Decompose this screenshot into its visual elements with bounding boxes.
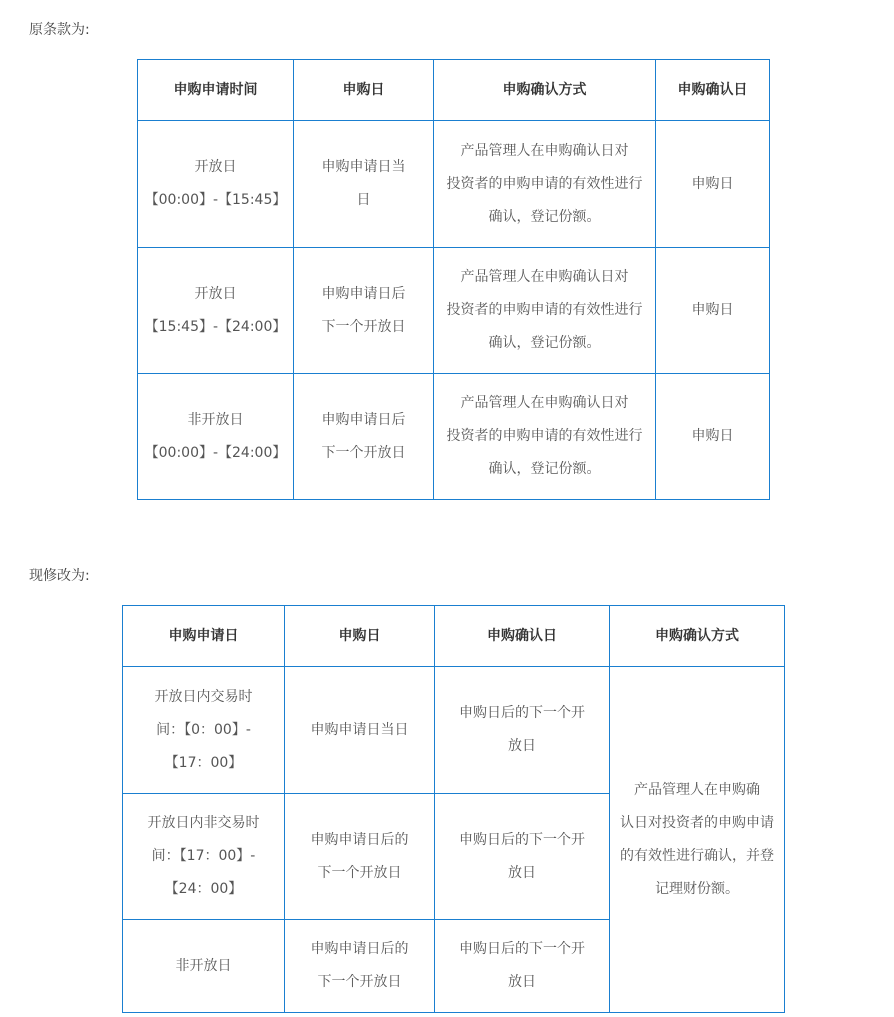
- cell-line: 开放日: [194, 159, 237, 175]
- cell-line: 放日: [508, 738, 536, 754]
- column-header: 申购确认方式: [610, 606, 785, 667]
- cell-line: 下一个开放日: [321, 444, 406, 461]
- column-header: 申购确认方式: [434, 60, 656, 121]
- application-time-cell: [138, 121, 294, 248]
- cell-line: 申购申请日后的: [310, 831, 409, 848]
- subscription-day-cell: [294, 374, 434, 500]
- application-day-cell: [123, 794, 285, 920]
- cell-line: 开放日内非交易时: [147, 815, 260, 831]
- original-clause-label: 原条款为:: [29, 22, 90, 38]
- confirmation-method-cell: [434, 121, 656, 248]
- column-header: 申购确认日: [656, 60, 770, 121]
- confirmation-method-cell: [610, 667, 785, 1013]
- cell-line: 申购申请日当日: [310, 721, 409, 738]
- cell-line: 非开放日: [175, 957, 232, 974]
- application-day-cell: [123, 667, 285, 794]
- cell-line: 【00:00】-【24:00】: [144, 444, 287, 461]
- cell-line: 确认，登记份额。: [488, 461, 601, 477]
- cell-line: 申购申请日后: [321, 411, 406, 428]
- cell-line: 产品管理人在申购确认日对: [460, 395, 629, 411]
- table-header-row: [123, 606, 785, 667]
- cell-line: 记理财份额。: [655, 880, 739, 897]
- subscription-day-cell: [285, 794, 435, 920]
- cell-line: 投资者的申购申请的有效性进行: [446, 302, 643, 318]
- table-header-row: [138, 60, 770, 121]
- confirmation-day-cell: [435, 667, 610, 794]
- cell-line: 的有效性进行确认，并登: [620, 847, 774, 864]
- confirmation-day-cell: [435, 794, 610, 920]
- cell-line: 间：【0：00】-: [156, 721, 251, 738]
- original-terms-table: [137, 59, 770, 500]
- cell-line: 【17：00】: [164, 754, 243, 771]
- cell-line: 确认，登记份额。: [488, 335, 601, 351]
- cell-line: 申购申请日后: [321, 285, 406, 302]
- confirmation-method-cell: [434, 374, 656, 500]
- column-header: 申购日: [285, 606, 435, 667]
- cell-line: 确认，登记份额。: [488, 208, 601, 225]
- cell-line: 认日对投资者的申购申请: [620, 814, 774, 831]
- cell-line: 申购申请日后的: [310, 941, 409, 957]
- table-row: [138, 248, 770, 374]
- cell-line: 开放日: [194, 285, 237, 302]
- cell-line: 非开放日: [187, 411, 244, 428]
- cell-line: 放日: [508, 974, 536, 990]
- confirmation-day-cell: 申购日: [656, 374, 770, 500]
- column-header: 申购申请时间: [138, 60, 294, 121]
- column-header: 申购申请日: [123, 606, 285, 667]
- cell-line: 【00:00】-【15:45】: [144, 192, 287, 208]
- cell-line: 放日: [508, 864, 536, 881]
- confirmation-day-cell: 申购日: [656, 121, 770, 248]
- cell-line: 产品管理人在申购确认日对: [460, 269, 629, 285]
- cell-line: 申购日后的下一个开: [459, 831, 585, 848]
- cell-line: 开放日内交易时: [154, 688, 253, 705]
- confirmation-method-cell: [434, 248, 656, 374]
- subscription-day-cell: [294, 248, 434, 374]
- cell-line: 下一个开放日: [317, 864, 402, 881]
- cell-line: 【24：00】: [164, 881, 243, 897]
- application-day-cell: [123, 920, 285, 1013]
- table-row: [138, 374, 770, 500]
- application-time-cell: [138, 374, 294, 500]
- subscription-day-cell: [294, 121, 434, 248]
- cell-line: 下一个开放日: [321, 318, 406, 335]
- cell-line: 产品管理人在申购确认日对: [460, 142, 629, 159]
- subscription-day-cell: [285, 667, 435, 794]
- cell-line: 投资者的申购申请的有效性进行: [446, 428, 643, 444]
- table-row: [123, 667, 785, 794]
- cell-line: 下一个开放日: [317, 974, 402, 990]
- table-row: [138, 121, 770, 248]
- confirmation-day-cell: [435, 920, 610, 1013]
- modified-clause-label: 现修改为:: [29, 568, 90, 584]
- cell-line: 日: [356, 192, 371, 208]
- column-header: 申购确认日: [435, 606, 610, 667]
- cell-line: 申购日后的下一个开: [459, 941, 585, 957]
- column-header: 申购日: [294, 60, 434, 121]
- confirmation-day-cell: 申购日: [656, 248, 770, 374]
- cell-line: 申购申请日当: [321, 159, 406, 175]
- cell-line: 投资者的申购申请的有效性进行: [446, 175, 643, 192]
- subscription-day-cell: [285, 920, 435, 1013]
- modified-terms-table: [122, 605, 785, 1013]
- cell-line: 【15:45】-【24:00】: [144, 318, 287, 335]
- cell-line: 间：【17：00】-: [151, 848, 256, 864]
- cell-line: 产品管理人在申购确: [634, 781, 760, 798]
- application-time-cell: [138, 248, 294, 374]
- cell-line: 申购日后的下一个开: [459, 705, 585, 721]
